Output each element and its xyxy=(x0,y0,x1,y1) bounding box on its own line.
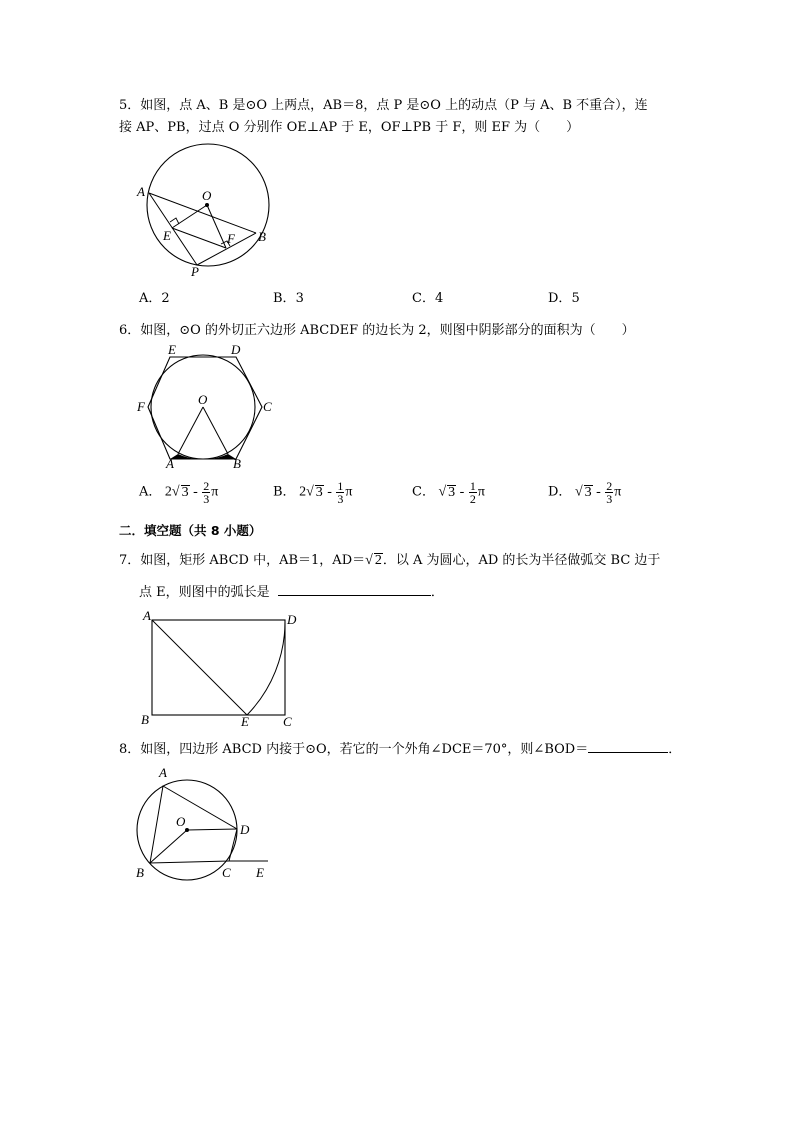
q7-rectangle xyxy=(152,620,285,715)
q5-text-line1: 5．如图，点 A、B 是⊙O 上两点，AB＝8，点 P 是⊙O 上的动点（P 与 A、B 不重合），连 xyxy=(119,98,648,113)
q5-label-a: A xyxy=(137,184,145,199)
q6-option-a: A． 2√ 3 - $\frac{2}{3}$ π xyxy=(139,479,219,506)
q6-option-c: C． √ 3 - $\frac{1}{2}$ π xyxy=(412,479,485,506)
q6-label-c: C xyxy=(263,399,272,414)
q7-label-b: B xyxy=(141,712,149,727)
q5-option-d: D．5 xyxy=(548,291,580,306)
q8-segment-ob xyxy=(150,830,187,863)
q8-label-e: E xyxy=(256,865,264,880)
q5-right-angle-e xyxy=(170,218,179,224)
q6-label-f: F xyxy=(137,399,145,414)
q8-figure xyxy=(130,760,280,885)
q7-arc-de xyxy=(247,620,285,715)
q6-option-b: B． 2√ 3 - $\frac{1}{3}$ π xyxy=(273,479,353,506)
q5-segment-ef xyxy=(172,228,226,248)
q7-figure xyxy=(140,608,300,728)
q6-segment-oa xyxy=(178,407,203,454)
q6-label-e: E xyxy=(168,342,176,357)
q6-option-d: D． √ 3 - $\frac{2}{3}$ π xyxy=(548,479,622,506)
q5-label-f: F xyxy=(227,231,235,246)
q6-figure xyxy=(132,342,278,472)
q5-option-c: C．4 xyxy=(412,291,444,306)
q6-label-o: O xyxy=(198,392,208,407)
q5-option-a: A．2 xyxy=(139,291,170,306)
q5-segment-ap xyxy=(149,193,197,265)
q7-label-a: A xyxy=(143,608,151,623)
q5-text-line2: 接 AP、PB，过点 O 分别作 OE⊥AP 于 E，OF⊥PB 于 F，则 EF 为（ ） xyxy=(119,120,580,135)
q6-text-line1: 6．如图，⊙O 的外切正六边形 ABCDEF 的边长为 2，则图中阴影部分的面积为（ ） xyxy=(119,323,635,338)
q5-center-point xyxy=(205,203,209,207)
q6-hexagon xyxy=(148,357,262,459)
q8-label-d: D xyxy=(240,822,250,837)
section-title-fill-in: 二．填空题（共 8 小题） xyxy=(119,523,262,538)
q6-segment-ob xyxy=(203,407,228,454)
q8-label-c: C xyxy=(222,865,231,880)
q6-label-b: B xyxy=(233,456,241,471)
q7-text-line2: 点 E，则图中的弧长是 ． xyxy=(139,585,444,600)
q7-label-e: E xyxy=(241,714,249,729)
q7-answer-blank[interactable] xyxy=(278,583,431,596)
q8-segment-od xyxy=(187,829,237,830)
q8-label-a: A xyxy=(159,765,167,780)
q7-label-d: D xyxy=(287,612,297,627)
q6-label-a: A xyxy=(166,456,174,471)
q5-option-b: B．3 xyxy=(273,291,304,306)
q8-label-o: O xyxy=(176,814,186,829)
q6-label-d: D xyxy=(231,342,241,357)
q7-text-line1: 7．如图，矩形 ABCD 中，AB＝1，AD＝√ 2．以 A 为圆心，AD 的长为半径做弧交 BC 边于 xyxy=(119,553,661,568)
q8-answer-blank[interactable] xyxy=(588,740,668,753)
q8-text-line1: 8．如图，四边形 ABCD 内接于⊙O，若它的一个外角∠DCE＝70°，则∠BOD＝ ． xyxy=(119,742,682,757)
q5-figure xyxy=(130,140,280,280)
q7-segment-ae xyxy=(152,620,247,715)
q8-center-point xyxy=(185,828,189,832)
q7-label-c: C xyxy=(283,714,292,729)
q5-label-e: E xyxy=(163,228,171,243)
q5-label-p: P xyxy=(191,264,199,279)
q5-label-o: O xyxy=(202,188,212,203)
q5-label-b: B xyxy=(258,229,266,244)
q8-label-b: B xyxy=(136,865,144,880)
